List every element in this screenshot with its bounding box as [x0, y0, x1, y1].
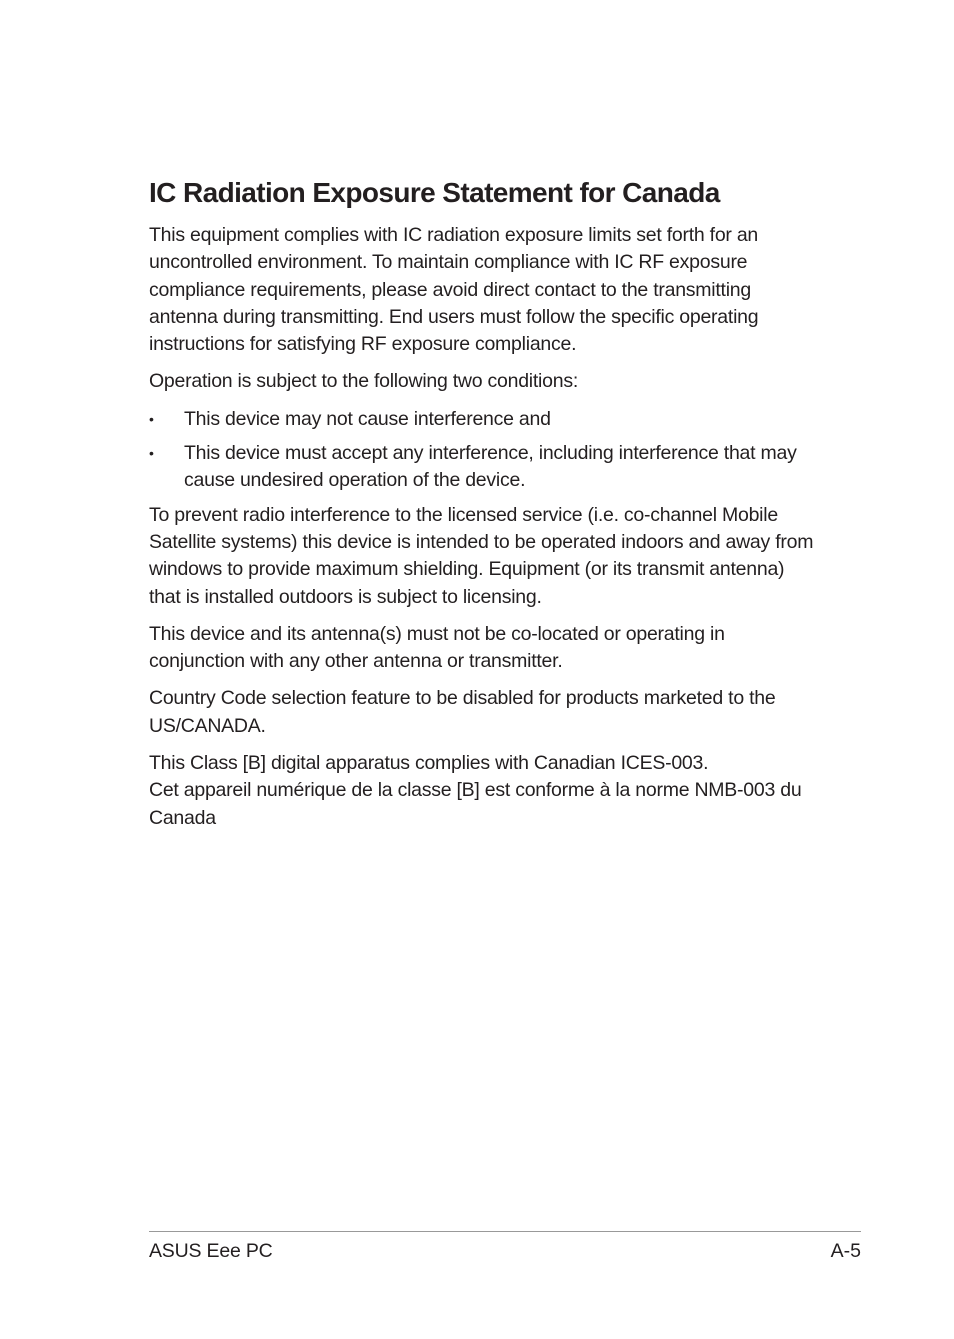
- ices-statement-en: This Class [B] digital apparatus complies with Canadian ICES-003.: [149, 752, 709, 775]
- interference-paragraph: To prevent radio interference to the licensed service (i.e. co-channel Mobile Satellite systems) this device is intended to be operated indoors and away from windows to provide maximum shielding. Equipment (or its transmit antenna) that is installed outdoors is subject to licensing.: [149, 503, 814, 608]
- footer-divider: [149, 1231, 861, 1232]
- antenna-paragraph: This device and its antenna(s) must not be co-located or operating in conjunction with any other antenna or transmitter.: [149, 622, 725, 673]
- footer-page-number: A-5: [830, 1240, 861, 1262]
- country-code-paragraph: Country Code selection feature to be disabled for products marketed to the US/CANADA.: [149, 687, 776, 737]
- page-content: [149, 174, 814, 842]
- footer-product-name: ASUS Eee PC: [149, 1240, 273, 1262]
- ices-paragraph: [149, 750, 814, 832]
- ices-statement-fr: Cet appareil numérique de la classe [B] est conforme à la norme NMB-003 du Canada: [149, 779, 802, 829]
- conditions-list: [149, 406, 814, 495]
- page-title: IC Radiation Exposure Statement for Canada: [149, 177, 720, 208]
- list-item: [149, 406, 814, 433]
- list-item-text: This device must accept any interference, including interference that may cause undesired operation of the device.: [184, 442, 797, 492]
- bullet-icon: •: [149, 445, 154, 462]
- list-item: [149, 440, 814, 495]
- compliance-paragraph: This equipment complies with IC radiation exposure limits set forth for an uncontrolled environment. To maintain compliance with IC RF exposure compliance requirements, please avoid direct contact to the transmitting antenna during transmitting. End users must follow the specific operating instructions for satisfying RF exposure compliance.: [149, 224, 759, 356]
- bullet-icon: •: [149, 410, 154, 427]
- list-item-text: This device may not cause interference and: [184, 407, 551, 430]
- conditions-intro: Operation is subject to the following two conditions:: [149, 370, 578, 393]
